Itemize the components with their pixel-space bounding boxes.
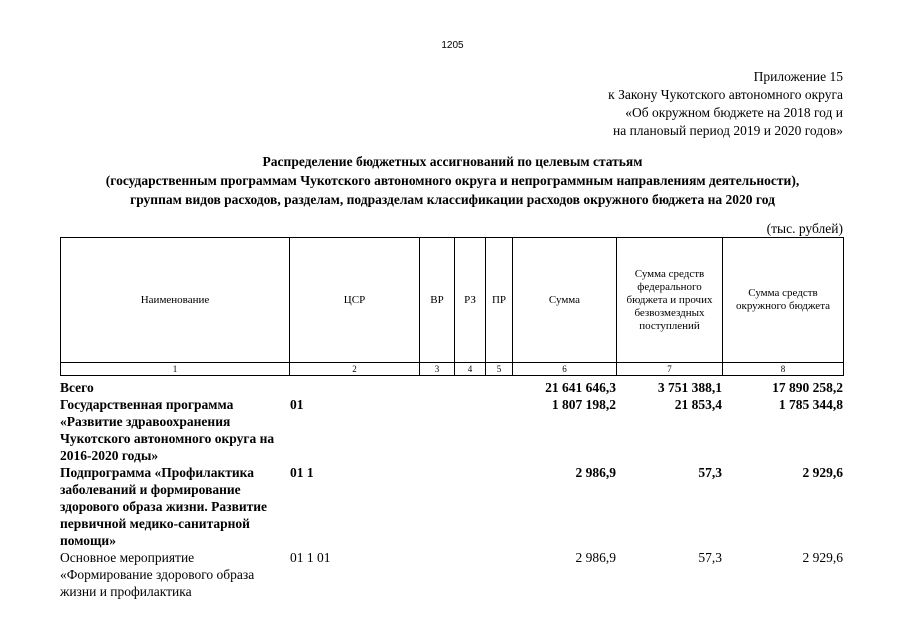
row-regional: 1 785 344,8 (778, 397, 843, 412)
column-number: 8 (723, 363, 844, 376)
row-pr (485, 464, 512, 549)
column-number: 6 (513, 363, 617, 376)
appendix-line: Приложение 15 (753, 69, 843, 84)
column-number: 5 (486, 363, 513, 376)
column-number: 1 (61, 363, 290, 376)
header-vr: ВР (420, 238, 455, 363)
header-federal: Сумма средств федерального бюджета и прочих безвозмездных поступлений (617, 238, 723, 363)
row-csr (289, 379, 419, 396)
row-regional: 2 929,6 (802, 550, 843, 565)
row-csr: 01 1 (290, 465, 314, 480)
title-line: группам видов расходов, разделам, подразделам классификации расходов окружного бюджета на 2020 год (130, 192, 775, 207)
row-rz (454, 464, 485, 549)
row-name: Государственная программа «Развитие здравоохранения Чукотского автономного округа на 2016-2020 годы» (60, 397, 275, 463)
header-sum: Сумма (513, 238, 617, 363)
appendix-header (608, 68, 843, 140)
row-sum: 2 986,9 (575, 550, 616, 565)
document-title (0, 152, 905, 209)
column-number: 4 (455, 363, 486, 376)
header-pr: ПР (486, 238, 513, 363)
row-pr (485, 379, 512, 396)
row-csr: 01 1 01 (290, 550, 331, 565)
row-federal: 21 853,4 (674, 397, 722, 412)
row-vr (419, 549, 454, 600)
row-vr (419, 464, 454, 549)
row-regional: 17 890 258,2 (772, 380, 843, 395)
table-row (60, 379, 843, 396)
units-label: (тыс. рублей) (766, 221, 843, 236)
row-rz (454, 379, 485, 396)
row-sum: 2 986,9 (575, 465, 616, 480)
row-sum: 1 807 198,2 (551, 397, 616, 412)
row-vr (419, 396, 454, 464)
table-row (60, 549, 843, 600)
header-rz: РЗ (455, 238, 486, 363)
row-rz (454, 549, 485, 600)
row-pr (485, 396, 512, 464)
row-federal: 57,3 (698, 550, 722, 565)
row-name: Подпрограмма «Профилактика заболеваний и формирование здорового образа жизни. Развитие первичной медико-санитарной помощи» (60, 465, 268, 548)
column-number: 2 (290, 363, 420, 376)
row-rz (454, 396, 485, 464)
row-name: Всего (60, 380, 94, 395)
column-number: 3 (420, 363, 455, 376)
header-regional: Сумма средств окружного бюджета (723, 238, 844, 363)
appendix-line: «Об окружном бюджете на 2018 год и (625, 105, 843, 120)
row-federal: 3 751 388,1 (657, 380, 722, 395)
table-row (60, 464, 843, 549)
header-name: Наименование (61, 238, 290, 363)
row-regional: 2 929,6 (802, 465, 843, 480)
column-number: 7 (617, 363, 723, 376)
title-line: Распределение бюджетных ассигнований по целевым статьям (262, 154, 643, 169)
page-number: 1205 (441, 40, 464, 51)
header-csr: ЦСР (290, 238, 420, 363)
table-row (60, 396, 843, 464)
appendix-line: к Закону Чукотского автономного округа (608, 87, 843, 102)
appendix-line: на плановый период 2019 и 2020 годов» (612, 123, 843, 138)
row-pr (485, 549, 512, 600)
row-sum: 21 641 646,3 (545, 380, 616, 395)
table-header (60, 237, 844, 376)
row-vr (419, 379, 454, 396)
row-federal: 57,3 (698, 465, 722, 480)
title-line: (государственным программам Чукотского автономного округа и непрограммным направлениям деятельности), (105, 173, 800, 188)
row-csr: 01 (290, 397, 304, 412)
budget-table (60, 379, 843, 600)
row-name: Основное мероприятие «Формирование здорового образа жизни и профилактика (60, 550, 255, 599)
